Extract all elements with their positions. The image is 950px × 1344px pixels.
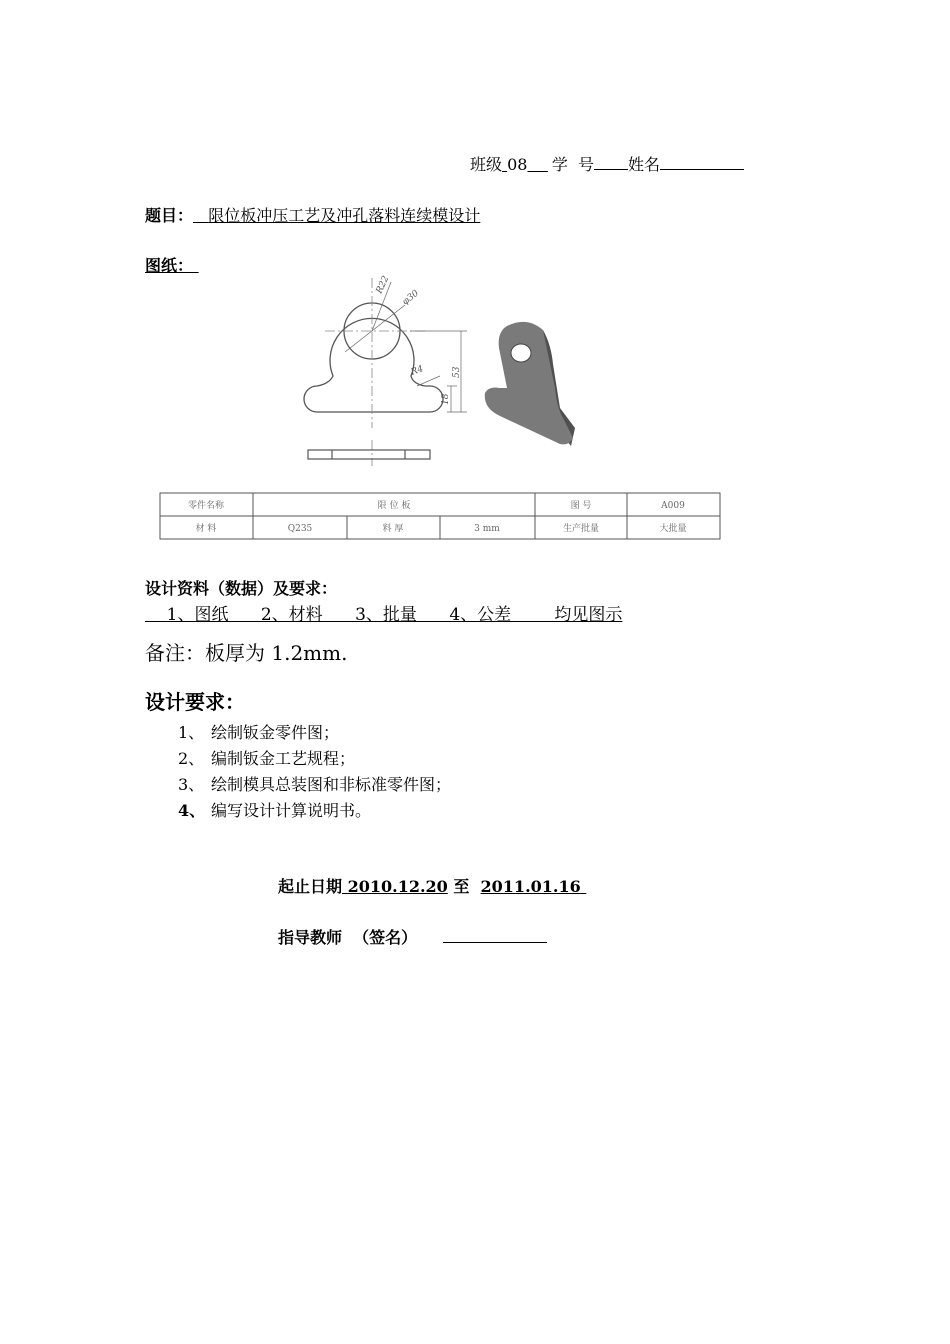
requirement-item [178, 800, 451, 826]
student-id-label: 学 号 [551, 155, 594, 174]
dim-18: 18 [441, 393, 451, 405]
design-data-heading: 设计资料（数据）及要求： [145, 579, 338, 598]
requirements-list [178, 722, 451, 826]
header-info-line [470, 152, 744, 175]
note-line: 备注：板厚为 1.2mm. [145, 641, 348, 665]
part-drawing-svg [155, 268, 725, 548]
design-data-items-text: 1、图纸 2、材料 3、批量 4、公差 均见图示 [166, 605, 623, 625]
cell-batch-label: 生产批量 [562, 524, 600, 534]
part-3d-hole [511, 344, 531, 362]
requirement-text: 编制钣金工艺规程； [211, 749, 356, 768]
dim-phi30: φ30 [400, 288, 421, 308]
dim-r4: R4 [409, 364, 425, 378]
cell-drawing-no-value: A009 [661, 501, 685, 511]
part-3d-front-face [485, 322, 573, 445]
end-date-text: 2011.01.16 [480, 877, 581, 896]
topic-label: 题目： [145, 206, 194, 225]
requirement-text: 绘制模具总装图和非标准零件图； [211, 775, 452, 794]
part-drawing-figure [155, 268, 725, 548]
cell-batch-value: 大批量 [659, 524, 687, 534]
dim-53: 53 [452, 366, 462, 378]
dim-r22: R22 [374, 274, 392, 296]
topic-value-text: 限位板冲压工艺及冲孔落料连续模设计 [208, 206, 481, 225]
end-date [481, 877, 587, 896]
cell-thickness-value: 3 mm [474, 524, 500, 534]
topic-value [193, 206, 480, 225]
r4-leader [417, 376, 440, 386]
topic-row [145, 203, 480, 226]
date-label: 起止日期 [278, 877, 343, 896]
design-data-items [145, 600, 622, 625]
drawing-label-text: 图纸： [145, 256, 194, 275]
requirement-item [178, 774, 451, 800]
title-block-table [160, 493, 720, 539]
name-label: 姓名 [628, 155, 661, 174]
cell-part-name-value: 限 位 板 [377, 501, 411, 511]
requirement-item [178, 748, 451, 774]
front-view [304, 303, 443, 412]
date-range-row [278, 874, 586, 897]
requirement-text: 绘制钣金零件图； [211, 723, 340, 742]
cell-part-name-label: 零件名称 [187, 501, 225, 511]
class-label: 班级 [470, 155, 503, 174]
start-date-text: 2010.12.20 [347, 877, 448, 896]
requirement-number: 3、 [178, 775, 205, 794]
part-outline [304, 318, 443, 412]
student-id-blank [594, 153, 628, 170]
side-view [308, 450, 430, 459]
cell-drawing-no-label: 图 号 [570, 501, 592, 511]
part-3d-render [485, 322, 575, 446]
requirements-heading: 设计要求： [145, 690, 245, 714]
requirement-number: 4、 [178, 801, 206, 820]
date-to-label: 至 [453, 877, 470, 896]
signature-blank [443, 926, 547, 943]
class-value-text: 08 [507, 155, 528, 174]
cell-material-label: 材 料 [195, 524, 217, 534]
cell-material-value: Q235 [287, 524, 313, 534]
requirement-number: 2、 [178, 749, 205, 768]
teacher-label: 指导教师 （签名） [278, 928, 418, 947]
teacher-signature-row [278, 925, 547, 948]
class-value [502, 155, 548, 174]
cell-thickness-label: 料 厚 [382, 524, 404, 534]
requirement-item [178, 722, 451, 748]
requirement-text: 编写设计计算说明书。 [211, 801, 372, 820]
side-view-rect [308, 450, 430, 459]
requirement-number: 1、 [178, 723, 205, 742]
name-blank [660, 153, 744, 170]
start-date [342, 877, 448, 896]
